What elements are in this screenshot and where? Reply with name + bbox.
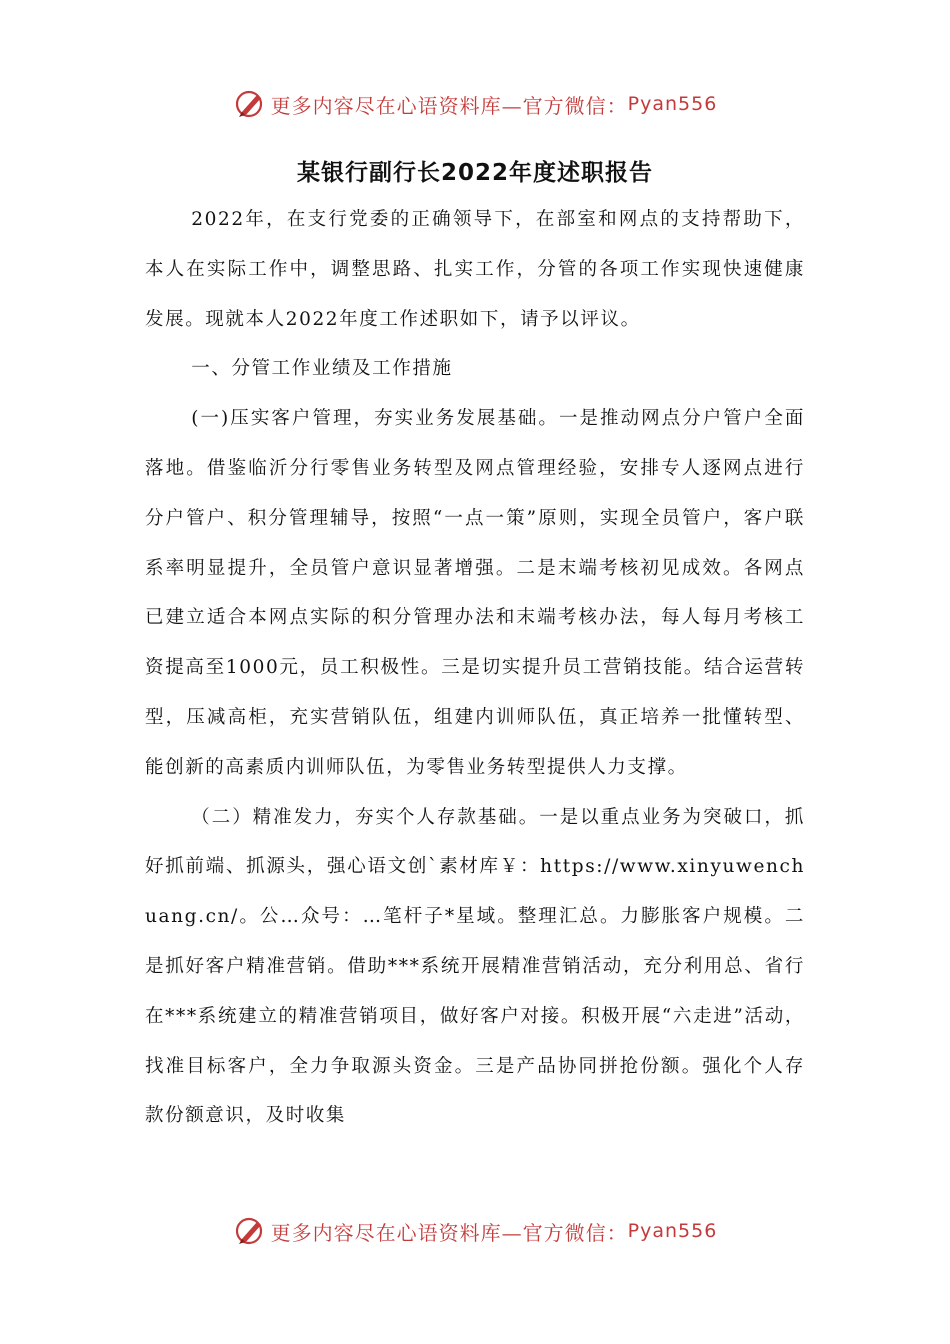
watermark-banner-top	[0, 84, 950, 124]
pen-logo-icon	[233, 1214, 267, 1248]
document-body	[145, 195, 805, 1141]
watermark-handle: Pyan556	[627, 1220, 718, 1242]
section-heading: 一、分管工作业绩及工作措施	[191, 358, 453, 380]
watermark-banner-bottom	[0, 1211, 950, 1251]
watermark-text: 更多内容尽在心语资料库—官方微信：	[270, 93, 628, 118]
watermark-handle: Pyan556	[627, 93, 718, 115]
pen-logo-icon	[233, 87, 267, 121]
paragraph-customer-management: (一)压实客户管理，夯实业务发展基础。一是推动网点分户管户全面落地。借鉴临沂分行零售业务转型及网点管理经验，安排专人逐网点进行分户管户、积分管理辅导，按照“一点一策”原则，实现全员管户，客户联系率明显提升，全员管户意识显著增强。二是末端考核初见成效。各网点已建立适合本网点实际的积分管理办法和末端考核办法，每人每月考核工资提高至1000元，员工积极性。三是切实提升员工营销技能。结合运营转型，压减高柜，充实营销队伍，组建内训师队伍，真正培养一批懂转型、能创新的高素质内训师队伍，为零售业务转型提供人力支撑。	[145, 408, 805, 778]
paragraph-personal-deposits: （二）精准发力，夯实个人存款基础。一是以重点业务为突破口，抓好抓前端、抓源头，强心语文创`素材库￥：https://www.xinyuwenchuang.cn/。公…众号：…笔杆子*星域。整理汇总。力膨胀客户规模。二是抓好客户精准营销。借助***系统开展精准营销活动，充分利用总、省行在***系统建立的精准营销项目，做好客户对接。积极开展“六走进”活动，找准目标客户，全力争取源头资金。三是产品协同拼抢份额。强化个人存款份额意识，及时收集	[145, 806, 805, 1127]
watermark-text: 更多内容尽在心语资料库—官方微信：	[270, 1220, 628, 1245]
document-title: 某银行副行长2022年度述职报告	[296, 160, 653, 186]
paragraph-intro: 2022年，在支行党委的正确领导下，在部室和网点的支持帮助下，本人在实际工作中，调整思路、扎实工作，分管的各项工作实现快速健康发展。现就本人2022年度工作述职如下，请予以评议。	[145, 209, 805, 330]
